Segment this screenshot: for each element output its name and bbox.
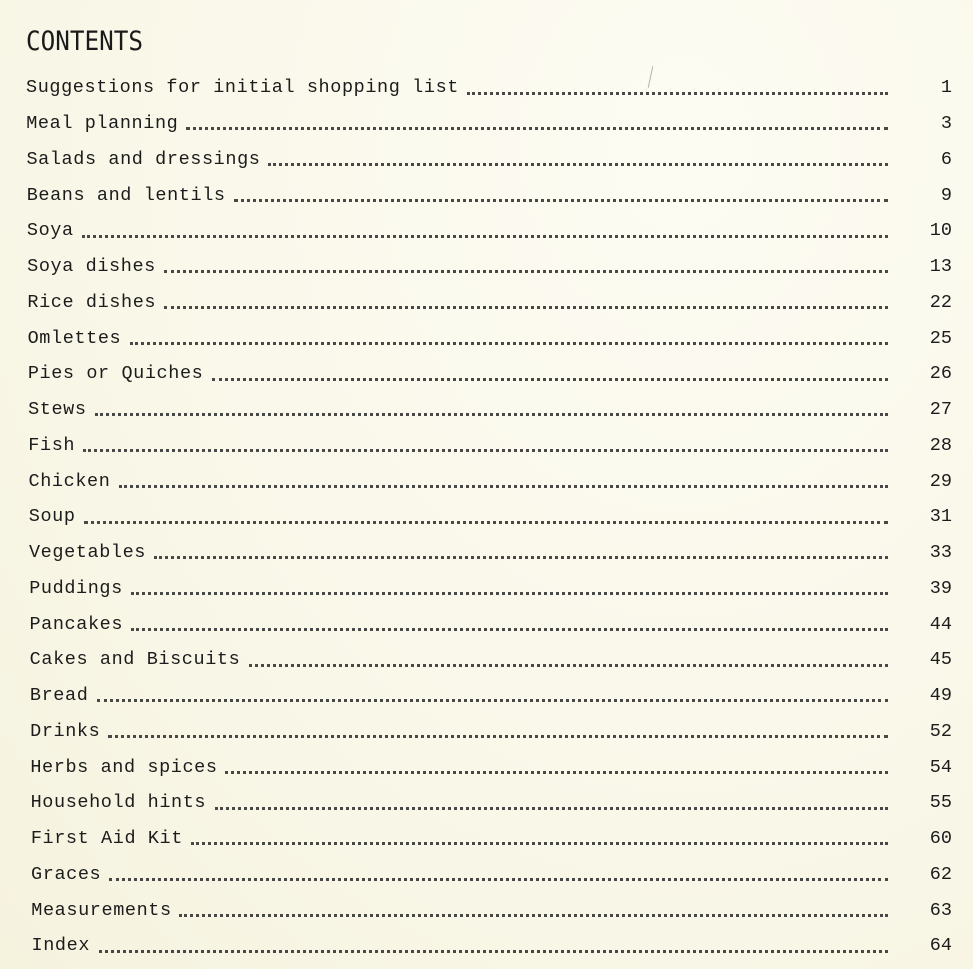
dot-leader xyxy=(467,90,888,95)
toc-page-number: 27 xyxy=(929,399,952,421)
toc-entry xyxy=(0,106,973,142)
toc-entry-title: Cakes and Biscuits xyxy=(29,649,241,671)
toc-entry xyxy=(0,499,973,535)
toc-entry-title: Vegetables xyxy=(28,542,147,564)
dot-leader xyxy=(131,626,888,631)
toc-entry-title: Stews xyxy=(28,399,87,421)
toc-page-number: 52 xyxy=(929,720,952,742)
toc-page-number: 63 xyxy=(929,899,952,921)
toc-entry-title: Measurements xyxy=(31,899,172,921)
dot-leader xyxy=(268,161,888,166)
dot-leader xyxy=(249,662,888,667)
table-of-contents xyxy=(0,70,973,964)
toc-entry xyxy=(0,320,973,356)
dot-leader xyxy=(109,876,888,881)
toc-entry xyxy=(0,463,973,499)
toc-entry xyxy=(0,892,973,928)
toc-entry xyxy=(0,392,973,428)
toc-entry xyxy=(0,571,973,607)
toc-page-number: 13 xyxy=(929,256,952,278)
toc-entry xyxy=(0,857,973,893)
toc-entry-title: Beans and lentils xyxy=(26,184,226,206)
toc-page-number: 26 xyxy=(929,363,952,385)
toc-page-number: 9 xyxy=(940,184,952,206)
toc-entry xyxy=(0,285,973,321)
toc-entry xyxy=(0,356,973,392)
toc-entry xyxy=(0,642,973,678)
toc-entry-title: Soya dishes xyxy=(27,256,156,278)
toc-entry-title: Puddings xyxy=(29,577,123,599)
toc-entry-title: Bread xyxy=(29,685,89,707)
toc-entry xyxy=(0,749,973,785)
dot-leader xyxy=(215,805,888,810)
toc-entry-title: Soya xyxy=(26,220,74,242)
toc-entry xyxy=(0,177,973,213)
contents-heading: CONTENTS xyxy=(26,26,144,57)
toc-entry-title: Soup xyxy=(28,506,76,528)
dot-leader xyxy=(84,519,888,524)
toc-entry-title: Drinks xyxy=(30,720,101,742)
dot-leader xyxy=(82,233,888,238)
dot-leader xyxy=(119,483,888,488)
toc-entry xyxy=(0,785,973,821)
toc-page-number: 28 xyxy=(929,434,952,456)
toc-entry xyxy=(0,678,973,714)
toc-entry-title: Graces xyxy=(31,863,102,885)
toc-entry xyxy=(0,821,973,857)
toc-entry xyxy=(0,928,973,964)
toc-page-number: 31 xyxy=(929,506,952,528)
dot-leader xyxy=(225,769,888,774)
toc-page-number: 10 xyxy=(929,220,952,242)
toc-entry-title: Pies or Quiches xyxy=(27,363,204,385)
toc-entry xyxy=(0,142,973,178)
toc-entry-title: Pancakes xyxy=(29,613,124,635)
toc-page-number: 45 xyxy=(929,649,952,671)
toc-entry xyxy=(0,714,973,750)
toc-page-number: 54 xyxy=(929,756,952,778)
toc-page-number: 25 xyxy=(929,327,952,349)
dot-leader xyxy=(154,554,888,559)
dot-leader xyxy=(99,948,888,953)
dot-leader xyxy=(97,697,888,702)
toc-page-number: 1 xyxy=(940,77,952,99)
toc-entry-title: Household hints xyxy=(30,792,207,814)
toc-page-number: 49 xyxy=(929,685,952,707)
dot-leader xyxy=(191,840,888,845)
dot-leader xyxy=(164,304,888,309)
dot-leader xyxy=(108,733,888,738)
toc-entry-title: Fish xyxy=(28,434,76,456)
dot-leader xyxy=(212,376,888,381)
toc-entry xyxy=(0,213,973,249)
toc-page-number: 33 xyxy=(929,542,952,564)
toc-entry-title: Index xyxy=(31,935,91,957)
toc-entry xyxy=(0,249,973,285)
toc-page-number: 62 xyxy=(929,863,952,885)
toc-page-number: 60 xyxy=(929,828,952,850)
toc-entry xyxy=(0,70,973,106)
toc-page-number: 22 xyxy=(929,291,952,313)
toc-page-number: 44 xyxy=(929,613,952,635)
toc-entry-title: Omlettes xyxy=(27,327,122,349)
toc-page-number: 3 xyxy=(940,113,952,135)
toc-entry-title: Suggestions for initial shopping list xyxy=(26,77,459,99)
dot-leader xyxy=(179,912,888,917)
toc-entry-title: Salads and dressings xyxy=(26,148,261,170)
toc-entry-title: Meal planning xyxy=(26,113,179,135)
dot-leader xyxy=(164,268,888,273)
toc-entry xyxy=(0,535,973,571)
dot-leader xyxy=(186,125,888,130)
dot-leader xyxy=(130,340,888,345)
toc-entry-title: Rice dishes xyxy=(27,291,157,313)
toc-entry-title: First Aid Kit xyxy=(30,828,183,850)
toc-entry xyxy=(0,606,973,642)
toc-page-number: 55 xyxy=(929,792,952,814)
dot-leader xyxy=(234,197,888,202)
dot-leader xyxy=(95,411,888,416)
toc-entry-title: Chicken xyxy=(28,470,111,492)
toc-page-number: 29 xyxy=(929,470,952,492)
toc-page-number: 39 xyxy=(929,577,952,599)
toc-entry-title: Herbs and spices xyxy=(30,756,218,778)
toc-page-number: 6 xyxy=(940,148,952,170)
dot-leader xyxy=(131,590,888,595)
toc-entry xyxy=(0,428,973,464)
toc-page-number: 64 xyxy=(929,935,952,957)
dot-leader xyxy=(83,447,888,452)
